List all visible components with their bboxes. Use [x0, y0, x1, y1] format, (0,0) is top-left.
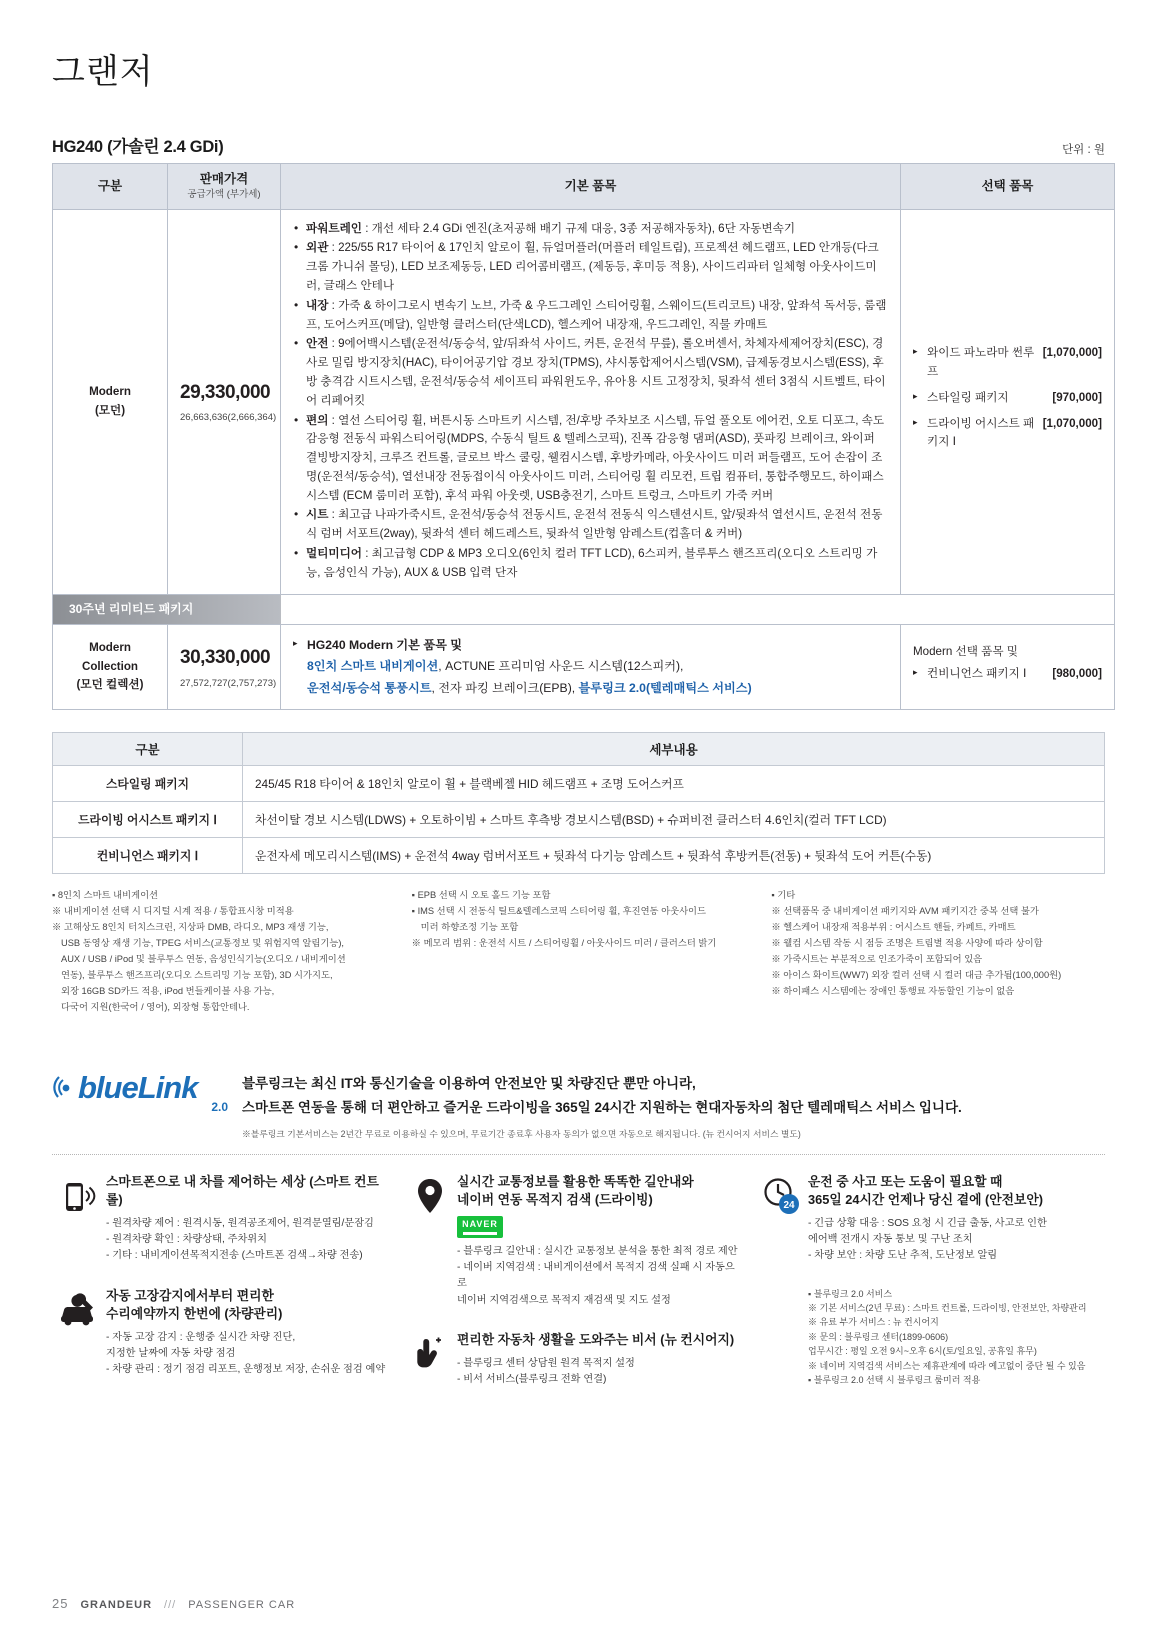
trim-price-cell — [168, 209, 281, 594]
item-text: : 열선 스티어링 휠, 버튼시동 스마트키 시스템, 전/후방 주차보조 시스템, 듀얼 풀오토 에어컨, 오토 디포그, 속도감응형 전동식 파워스티어링(MDPS, 수동식 틸트 & 텔레스코픽), 진폭 감응형 댐퍼(ASD), 풋파킹 브레이크, 와이퍼 결빙방지장치, 크루즈 컨트롤, 글로브 박스 쿨링, 웰컴시스템, 후방카메라, 아웃사이드 미러 퍼들램프, 도어 손잡이 조명(운전석/동승석), 열선내장 전동접이식 아웃사이드 미러, 스티어링 휠 리모컨, 트립 컴퓨터, 통합주행모드, 하이패스 시스템 (ECM 룸미러 포함), 후석 파워 아웃렛, USB충전기, 스마트 트렁크, 스마트키 가죽 커버 — [306, 413, 885, 502]
feature-safety — [754, 1173, 1091, 1265]
collection-line1: ▸ HG240 Modern 기본 품목 및 — [307, 637, 463, 652]
footnote-line: ※ 하이패스 시스템에는 장애인 통행료 자동할인 기능이 없음 — [771, 984, 1105, 999]
footnote-line: ※ 웰컴 시스템 작동 시 점등 조명은 트림별 적용 사양에 따라 상이함 — [771, 936, 1105, 951]
collection-line2-rest: , ACTUNE 프리미엄 사운드 시스템(12스피커), — [438, 659, 684, 674]
feature-line: - 블루링크 센터 상담원 원격 목적지 설정 — [457, 1357, 635, 1369]
footnote-line: ※ 선택품목 중 내비게이션 패키지와 AVM 패키지간 중복 선택 불가 — [771, 904, 1105, 919]
naver-badge-label: NAVER — [462, 1218, 498, 1229]
item-text: : 최고급 나파가죽시트, 운전석/동승석 전동시트, 운전석 전동식 익스텐션시트, 앞/뒷좌석 열선시트, 운전석 전동식 럼버 서포트(2way), 뒷좌석 센터 헤드레스트, 뒷좌석 일반형 암레스트(컵홀더 & 커버) — [306, 508, 883, 541]
table-row — [53, 838, 1105, 874]
feature-title-line2: 수리예약까지 한번에 (차량관리) — [106, 1306, 283, 1322]
bluelink-note-line: ※ 기본 서비스(2년 무료) : 스마트 컨트롤, 드라이빙, 안전보안, 차량관리 — [808, 1303, 1087, 1314]
feature-line: - 원격차량 확인 : 차량상태, 주차위치 — [106, 1234, 267, 1246]
footnote-line: ※ 메모리 범위 : 운전석 시트 / 스티어링휠 / 아웃사이드 미러 / 클러스터 밝기 — [412, 936, 746, 951]
location-pin-icon — [403, 1173, 457, 1309]
table-row — [53, 766, 1105, 802]
feature-line: - 차량 보안 : 차량 도난 추적, 도난정보 알림 — [808, 1250, 998, 1262]
bluelink-version: 2.0 — [211, 1100, 228, 1115]
collection-option-head: Modern 선택 품목 및 — [913, 644, 1018, 658]
bluelink-note-line: ※ 유료 부가 서비스 : 뉴 컨시어지 — [808, 1317, 939, 1328]
svg-text:24: 24 — [783, 1199, 795, 1211]
feature-line: 지정한 날짜에 자동 차량 점검 — [106, 1348, 236, 1360]
footnotes-column-3 — [771, 888, 1105, 1016]
option-price: [970,000] — [1052, 390, 1102, 404]
collection-option-list — [913, 665, 1102, 684]
option-name: ▸ 컨비니언스 패키지 Ⅰ — [927, 667, 1027, 681]
spec-table-header-row — [53, 164, 1115, 210]
bluelink-notes — [754, 1287, 1091, 1388]
collection-basic-items-cell — [281, 624, 901, 709]
bluelink-signal-icon — [52, 1073, 78, 1103]
list-item — [293, 335, 888, 410]
feature-title-line2: 365일 24시간 언제나 당신 곁에 (안전보안) — [808, 1192, 1043, 1208]
feature-title — [808, 1173, 1091, 1210]
list-item — [293, 545, 888, 583]
package-name: 스타일링 패키지 — [53, 766, 243, 802]
clock-24-icon — [754, 1173, 808, 1265]
feature-title-line1: 실시간 교통정보를 활용한 똑똑한 길안내와 — [457, 1173, 694, 1189]
item-text: : 개선 세타 2.4 GDi 엔진(초저공해 배기 규제 대응, 3종 저공해자동차), 6단 자동변속기 — [362, 221, 796, 235]
feature-line: - 긴급 상황 대응 : SOS 요청 시 긴급 출동, 사고로 인한 — [808, 1217, 1047, 1229]
footnote-line: ▪ 8인치 스마트 내비게이션 — [52, 888, 386, 903]
feature-column-3 — [754, 1173, 1105, 1411]
feature-title: 스마트폰으로 내 차를 제어하는 세상 (스마트 컨트롤) — [106, 1173, 379, 1208]
list-item — [913, 415, 1102, 453]
option-items-list — [913, 344, 1102, 452]
footnote-line: ※ 헬스케어 내장재 적용부위 : 어시스트 핸들, 카페트, 카매트 — [771, 920, 1105, 935]
naver-badge — [457, 1216, 503, 1238]
feature-smart-control — [52, 1173, 389, 1265]
spec-table — [52, 163, 1115, 710]
list-item — [293, 297, 888, 335]
feature-line: - 원격차량 제어 : 원격시동, 원격공조제어, 원격문열림/문잠김 — [106, 1217, 374, 1229]
feature-body — [106, 1173, 389, 1265]
list-item — [913, 344, 1102, 382]
list-item — [293, 220, 888, 239]
model-name: HG240 (가솔린 2.4 GDi) — [52, 138, 224, 156]
footnotes-column-1 — [52, 888, 386, 1016]
page-number: 25 — [52, 1596, 69, 1611]
collection-line2-highlight: 8인치 스마트 내비게이션 — [307, 659, 439, 674]
header-price-sub: 공급가액 (부가세) — [187, 188, 261, 200]
option-price: [1,070,000] — [1042, 416, 1102, 430]
item-label: 시트 — [306, 508, 329, 522]
divider — [52, 1154, 1105, 1155]
item-text: : 가죽 & 하이그로시 변속기 노브, 가죽 & 우드그레인 스티어링휠, 스웨이드(트리코트) 내장, 앞좌석 독서등, 룸램프, 도어스커프(메달), 일반형 클러스터(단색LCD), 헬스케어 내장재, 우드그레인, 직물 카매트 — [306, 298, 887, 331]
footnote-line: ▪ EPB 선택 시 오토 홀드 기능 포함 — [412, 888, 746, 903]
feature-line: - 기타 : 내비게이션목적지전송 (스마트폰 검색→차량 전송) — [106, 1250, 363, 1262]
header-category: 구분 — [53, 164, 168, 210]
collection-line2 — [307, 656, 888, 677]
unit-note: 단위 : 원 — [1062, 144, 1105, 156]
footer-brand: GRANDEUR — [80, 1599, 153, 1611]
item-text: : 9에어백시스템(운전석/동승석, 앞/뒤좌석 사이드, 커튼, 운전석 무릎), 롤오버센서, 차체자세제어장치(ESC), 경사로 밀림 방지장치(HAC), 타이어공기압 경보 장치(TPMS), 샤시통합제어시스템(VSM), 급제동경보시스템(ESS), 후방 충격감 시트시스템, 운전석/동승석 세이프티 파워윈도우, 유아용 시트 고정장치, 뒷좌석 센터 3점식 시트벨트, 타이어 리페어킷 — [306, 337, 886, 407]
item-text: : 최고급형 CDP & MP3 오디오(6인치 컬러 TFT LCD), 6스피커, 블루투스 핸즈프리(오디오 스트리밍 가능, 음성인식 가능), AUX & USB 입력 단자 — [306, 546, 878, 579]
trim-price-cell-collection — [168, 624, 281, 709]
feature-body — [106, 1287, 389, 1379]
trim-price-sub: 26,663,636(2,666,364) — [180, 412, 277, 424]
trim-name-line1: Modern — [89, 384, 131, 398]
bluelink-wordmark: blueLink — [78, 1070, 198, 1106]
limited-package-band-cell — [53, 594, 1115, 624]
package-table-header-row — [53, 733, 1105, 766]
feature-title-line2: 네이버 연동 목적지 검색 (드라이빙) — [457, 1192, 653, 1208]
feature-title — [457, 1173, 740, 1210]
model-header — [52, 133, 1105, 163]
feature-body — [808, 1173, 1091, 1265]
package-detail: 운전자세 메모리시스템(IMS) + 운전석 4way 럼버서포트 + 뒷좌석 다기능 암레스트 + 뒷좌석 후방커튼(전동) + 뒷좌석 도어 커튼(수동) — [243, 838, 1105, 874]
feature-title-line1: 자동 고장감지에서부터 편리한 — [106, 1287, 274, 1303]
trim-price: 30,330,000 — [180, 646, 271, 668]
footnotes — [52, 888, 1105, 1016]
footnote-line: ※ 아이스 화이트(WW7) 외장 컬러 선택 시 컬러 대금 추가됨(100,000원) — [771, 968, 1105, 983]
footnote-line: 연동), 블루투스 핸즈프리(오디오 스트리밍 기능 포함), 3D 시가지도, — [61, 970, 333, 981]
trim-name-line3: (모던 컬렉션) — [76, 678, 144, 692]
trim-basic-items-cell — [281, 209, 901, 594]
feature-title: 편리한 자동차 생활을 도와주는 비서 (뉴 컨시어지) — [457, 1331, 735, 1347]
bluelink-copy — [242, 1064, 1105, 1139]
footnote-line: ▪ 기타 — [771, 888, 1105, 903]
feature-body — [457, 1331, 740, 1388]
footnotes-column-2 — [412, 888, 746, 1016]
footnote-line: 다국어 지원(한국어 / 영어), 외장형 통합안테나. — [61, 1002, 250, 1013]
footer-section: PASSENGER CAR — [188, 1599, 296, 1611]
header-option-items: 선택 품목 — [901, 164, 1115, 210]
bluelink-note-line: ▪ 블루링크 2.0 선택 시 블루링크 룸미러 적용 — [808, 1375, 981, 1385]
item-label: 외관 — [306, 241, 329, 255]
trim-price-sub: 27,572,727(2,757,273) — [180, 677, 277, 689]
feature-line: 네이버 지역검색으로 목적지 재검색 및 지도 설정 — [457, 1294, 671, 1306]
bluelink-note-line: ※ 네이버 지역검색 서비스는 제휴관계에 따라 예고없이 중단 될 수 있음 — [808, 1360, 1086, 1371]
feature-line: - 비서 서비스(블루링크 전화 연결) — [457, 1373, 607, 1385]
footer-separator: /// — [164, 1599, 177, 1611]
feature-line: - 네이버 지역검색 : 내비게이션에서 목적지 검색 실패 시 자동으로 — [457, 1262, 735, 1290]
trim-name-line1: Modern — [89, 640, 131, 654]
basic-items-list — [293, 220, 888, 583]
feature-line: - 블루링크 길안내 : 실시간 교통정보 분석을 통한 최적 경로 제안 — [457, 1245, 738, 1257]
table-row — [53, 802, 1105, 838]
collection-line3-highlight: 운전석/동승석 통풍시트 — [307, 680, 432, 695]
list-item — [293, 239, 888, 295]
limited-package-band-label: 30주년 리미티드 패키지 — [53, 595, 281, 624]
option-price: [1,070,000] — [1042, 346, 1102, 360]
feature-vehicle-care — [52, 1287, 389, 1379]
list-item — [913, 665, 1102, 684]
bluelink-note-line: 업무시간 : 평일 오전 9시~오후 6시(토/일요일, 공휴일 휴무) — [808, 1346, 1037, 1357]
footnote-line: 미러 하향조정 기능 포함 — [420, 922, 519, 933]
package-name: 드라이빙 어시스트 패키지 Ⅰ — [53, 802, 243, 838]
bluelink-disclaimer: ※블루링크 기본서비스는 2년간 무료로 이용하실 수 있으며, 무료기간 종료후 사용자 동의가 없으면 자동으로 해지됩니다. (뉴 컨시어지 서비스 별도) — [242, 1128, 801, 1139]
footnote-line: ※ 내비게이션 선택 시 디지털 시계 적용 / 통합표시창 미적용 — [52, 904, 386, 919]
bluelink-headline-1: 블루링크는 최신 IT와 통신기술을 이용하여 안전보안 및 차량진단 뿐만 아니라, — [242, 1076, 696, 1092]
trim-name-cell-collection — [53, 624, 168, 709]
collection-line3-highlight2: 블루링크 2.0(텔레매틱스 서비스) — [578, 680, 752, 695]
item-label: 내장 — [306, 298, 329, 312]
feature-column-1 — [52, 1173, 403, 1411]
trim-name-line2: Collection — [81, 659, 139, 673]
table-row-modern-collection — [53, 624, 1115, 709]
footnote-line: 외장 16GB SD카드 적용, iPod 번들케이블 사용 가능, — [61, 986, 275, 997]
limited-package-band-row — [53, 594, 1115, 624]
header-price — [168, 164, 281, 210]
trim-name-cell — [53, 209, 168, 594]
bluelink-logo — [52, 1064, 242, 1114]
collection-option-items-cell — [901, 624, 1115, 709]
wrench-car-icon — [52, 1287, 106, 1379]
hand-touch-icon — [403, 1331, 457, 1388]
feature-concierge — [403, 1331, 740, 1388]
bluelink-features — [52, 1173, 1105, 1411]
smartphone-icon — [52, 1173, 106, 1265]
feature-column-2 — [403, 1173, 754, 1411]
footnote-line: ▪ IMS 선택 시 전동식 틸트&텔레스코픽 스티어링 휠, 후진연동 아웃사이드 — [412, 904, 746, 919]
trim-price: 29,330,000 — [180, 381, 271, 403]
bluelink-note-line: ※ 문의 : 블루링크 센터(1899-0606) — [808, 1331, 949, 1342]
package-detail-table — [52, 732, 1105, 874]
collection-items — [293, 635, 888, 699]
feature-line: 에어백 전개시 자동 통보 및 구난 조치 — [808, 1234, 973, 1246]
feature-line: - 자동 고장 감지 : 운행중 실시간 차량 진단, — [106, 1331, 296, 1343]
option-name: ▸ 드라이빙 어시스트 패키지 Ⅰ — [927, 416, 1035, 449]
feature-title — [106, 1287, 389, 1324]
bluelink-headline-2: 스마트폰 연동을 통해 더 편안하고 즐거운 드라이빙을 365일 24시간 지원하는 현대자동차의 첨단 텔레매틱스 서비스 입니다. — [242, 1100, 962, 1115]
option-name: ▸ 스타일링 패키지 — [927, 390, 1009, 404]
item-text: : 225/55 R17 타이어 & 17인치 알로이 휠, 듀얼머플러(머플러 테일트림), 프로젝션 헤드램프, LED 안개등(다크크롬 가니쉬 몰딩), LED 보조제동등, LED 리어콤비램프, (제동등, 후미등 적용), 사이드리파터 일체형 아웃사이드미러, 글래스 안테나 — [306, 241, 879, 293]
trim-name-line2: (모던) — [94, 403, 126, 417]
table-row-modern — [53, 209, 1115, 594]
feature-driving — [403, 1173, 740, 1309]
item-label: 안전 — [306, 337, 329, 351]
footnote-line: USB 동영상 재생 기능, TPEG 서비스(교통정보 및 위험지역 알림기능), — [61, 938, 345, 949]
trim-option-items-cell — [901, 209, 1115, 594]
item-label: 멀티미디어 — [306, 546, 362, 560]
list-item — [293, 506, 888, 544]
footnote-line: ※ 가죽시트는 부분적으로 인조가죽이 포함되어 있음 — [771, 952, 1105, 967]
bluelink-note-line: ▪ 블루링크 2.0 서비스 — [808, 1288, 893, 1299]
naver-badge-bar — [463, 1232, 497, 1235]
bluelink-section — [52, 1064, 1105, 1139]
feature-line: - 차량 관리 : 정기 점검 리포트, 운행정보 저장, 손쉬운 점검 예약 — [106, 1364, 386, 1376]
package-header-category: 구분 — [53, 733, 243, 766]
option-name: ▸ 와이드 파노라마 썬루프 — [927, 346, 1035, 378]
feature-body — [457, 1173, 740, 1309]
footnote-line: ※ 고해상도 8인치 터치스크린, 지상파 DMB, 라디오, MP3 재생 기능, — [52, 920, 386, 935]
package-detail: 차선이탈 경보 시스템(LDWS) + 오토하이빔 + 스마트 후측방 경보시스템(BSD) + 슈퍼비전 클러스터 4.6인치(컬러 TFT LCD) — [243, 802, 1105, 838]
collection-line3-mid: , 전자 파킹 브레이크(EPB), — [431, 680, 579, 695]
package-header-detail: 세부내용 — [243, 733, 1105, 766]
collection-line3 — [307, 678, 888, 699]
item-label: 편의 — [306, 413, 329, 427]
page-footer — [52, 1596, 1105, 1611]
page-title: 그랜저 — [52, 53, 154, 91]
package-detail: 245/45 R18 타이어 & 18인치 알로이 휠 + 블랙베젤 HID 헤드램프 + 조명 도어스커프 — [243, 766, 1105, 802]
package-name: 컨비니언스 패키지 Ⅰ — [53, 838, 243, 874]
header-basic-items: 기본 품목 — [281, 164, 901, 210]
option-price: [980,000] — [1052, 667, 1102, 681]
list-item — [293, 412, 888, 506]
list-item — [913, 389, 1102, 408]
header-price-label: 판매가격 — [199, 172, 249, 186]
item-label: 파워트레인 — [306, 221, 362, 235]
feature-title-line1: 운전 중 사고 또는 도움이 필요할 때 — [808, 1173, 1003, 1189]
footnote-line: AUX / USB / iPod 및 블루투스 연동, 음성인식기능(오디오 / 내비게이션 — [61, 954, 346, 965]
